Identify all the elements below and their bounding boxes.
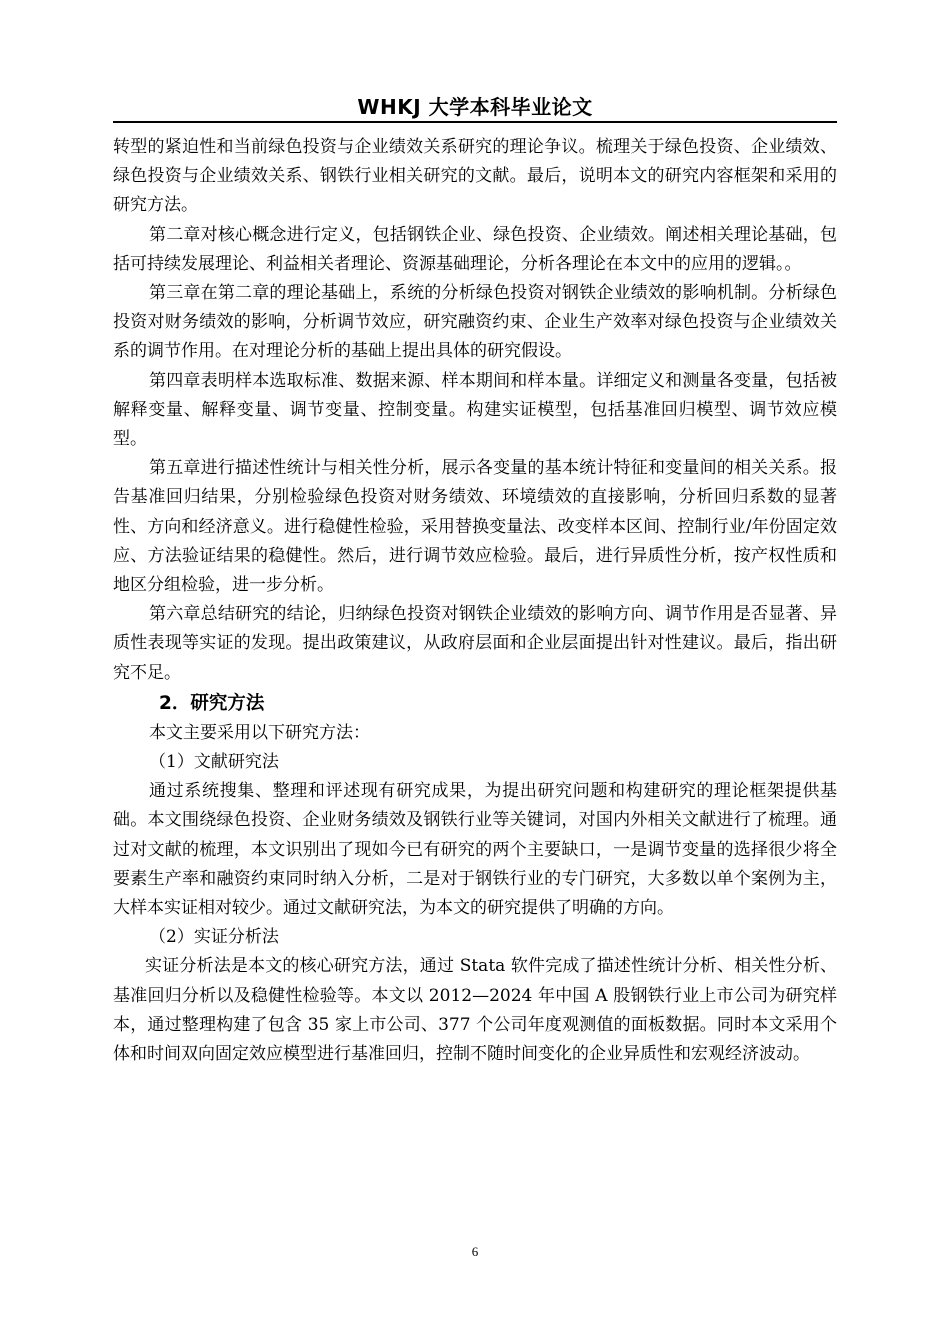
body-paragraph-chapter-6: 第六章总结研究的结论，归纳绿色投资对钢铁企业绩效的影响方向、调节作用是否显著、异质性表现等实证的发现。提出政策建议，从政府层面和企业层面提出针对性建议。最后，指出研究不足。: [113, 604, 837, 683]
body-paragraph-chapter-4: 第四章表明样本选取标准、数据来源、样本期间和样本量。详细定义和测量各变量，包括被解释变量、解释变量、调节变量、控制变量。构建实证模型，包括基准回归模型、调节效应模型。: [113, 370, 837, 450]
body-paragraph-chapter-3: 第三章在第二章的理论基础上，系统的分析绿色投资对钢铁企业绩效的影响机制。分析绿色投资对财务绩效的影响，分析调节效应，研究融资约束、企业生产效率对绿色投资与企业绩效关系的调节作用。在对理论分析的基础上提出具体的研究假设。: [113, 283, 837, 362]
header-divider: [113, 121, 837, 123]
page-body: [113, 133, 837, 1069]
section-heading-research-methods: 2．研究方法: [159, 692, 265, 714]
body-paragraph-continued: 转型的紧迫性和当前绿色投资与企业绩效关系研究的理论争议。梳理关于绿色投资、企业绩效、绿色投资与企业绩效关系、钢铁行业相关研究的文献。最后，说明本文的研究内容框架和采用的研究方法。: [113, 137, 837, 216]
page-number: 6: [471, 1244, 479, 1259]
body-paragraph-chapter-5: 第五章进行描述性统计与相关性分析，展示各变量的基本统计特征和变量间的相关关系。报告基准回归结果，分别检验绿色投资对财务绩效、环境绩效的直接影响，分析回归系数的显著性、方向和经济意义。进行稳健性检验，采用替换变量法、改变样本区间、控制行业/年份固定效应、方法验证结果的稳健性。然后，进行调节效应检验。最后，进行异质性分析，按产权性质和地区分组检验，进一步分析。: [113, 458, 837, 596]
method-2-title: （2）实证分析法: [149, 927, 279, 948]
methods-intro: 本文主要采用以下研究方法：: [149, 722, 370, 743]
page-header-title: WHKJ 大学本科毕业论文: [357, 95, 593, 119]
method-1-title: （1）文献研究法: [149, 752, 279, 773]
method-2-paragraph: 实证分析法是本文的核心研究方法，通过 Stata 软件完成了描述性统计分析、相关性分析、基准回归分析以及稳健性检验等。本文以 2012—2024 年中国 A 股钢铁行业上市公司为研究样本，通过整理构建了包含 35 家上市公司、377 个公司年度观测值的面板数据。同时本文采用个体和时间双向固定效应模型进行基准回归，控制不随时间变化的企业异质性和宏观经济波动。: [113, 956, 837, 1065]
method-1-paragraph: 通过系统搜集、整理和评述现有研究成果，为提出研究问题和构建研究的理论框架提供基础。本文围绕绿色投资、企业财务绩效及钢铁行业等关键词，对国内外相关文献进行了梳理。通过对文献的梳理，本文识别出了现如今已有研究的两个主要缺口，一是调节变量的选择很少将全要素生产率和融资约束同时纳入分析，二是对于钢铁行业的专门研究，大多数以单个案例为主，大样本实证相对较少。通过文献研究法，为本文的研究提供了明确的方向。: [113, 781, 837, 919]
body-paragraph-chapter-2: 第二章对核心概念进行定义，包括钢铁企业、绿色投资、企业绩效。阐述相关理论基础，包括可持续发展理论、利益相关者理论、资源基础理论，分析各理论在本文中的应用的逻辑。。: [113, 224, 837, 274]
